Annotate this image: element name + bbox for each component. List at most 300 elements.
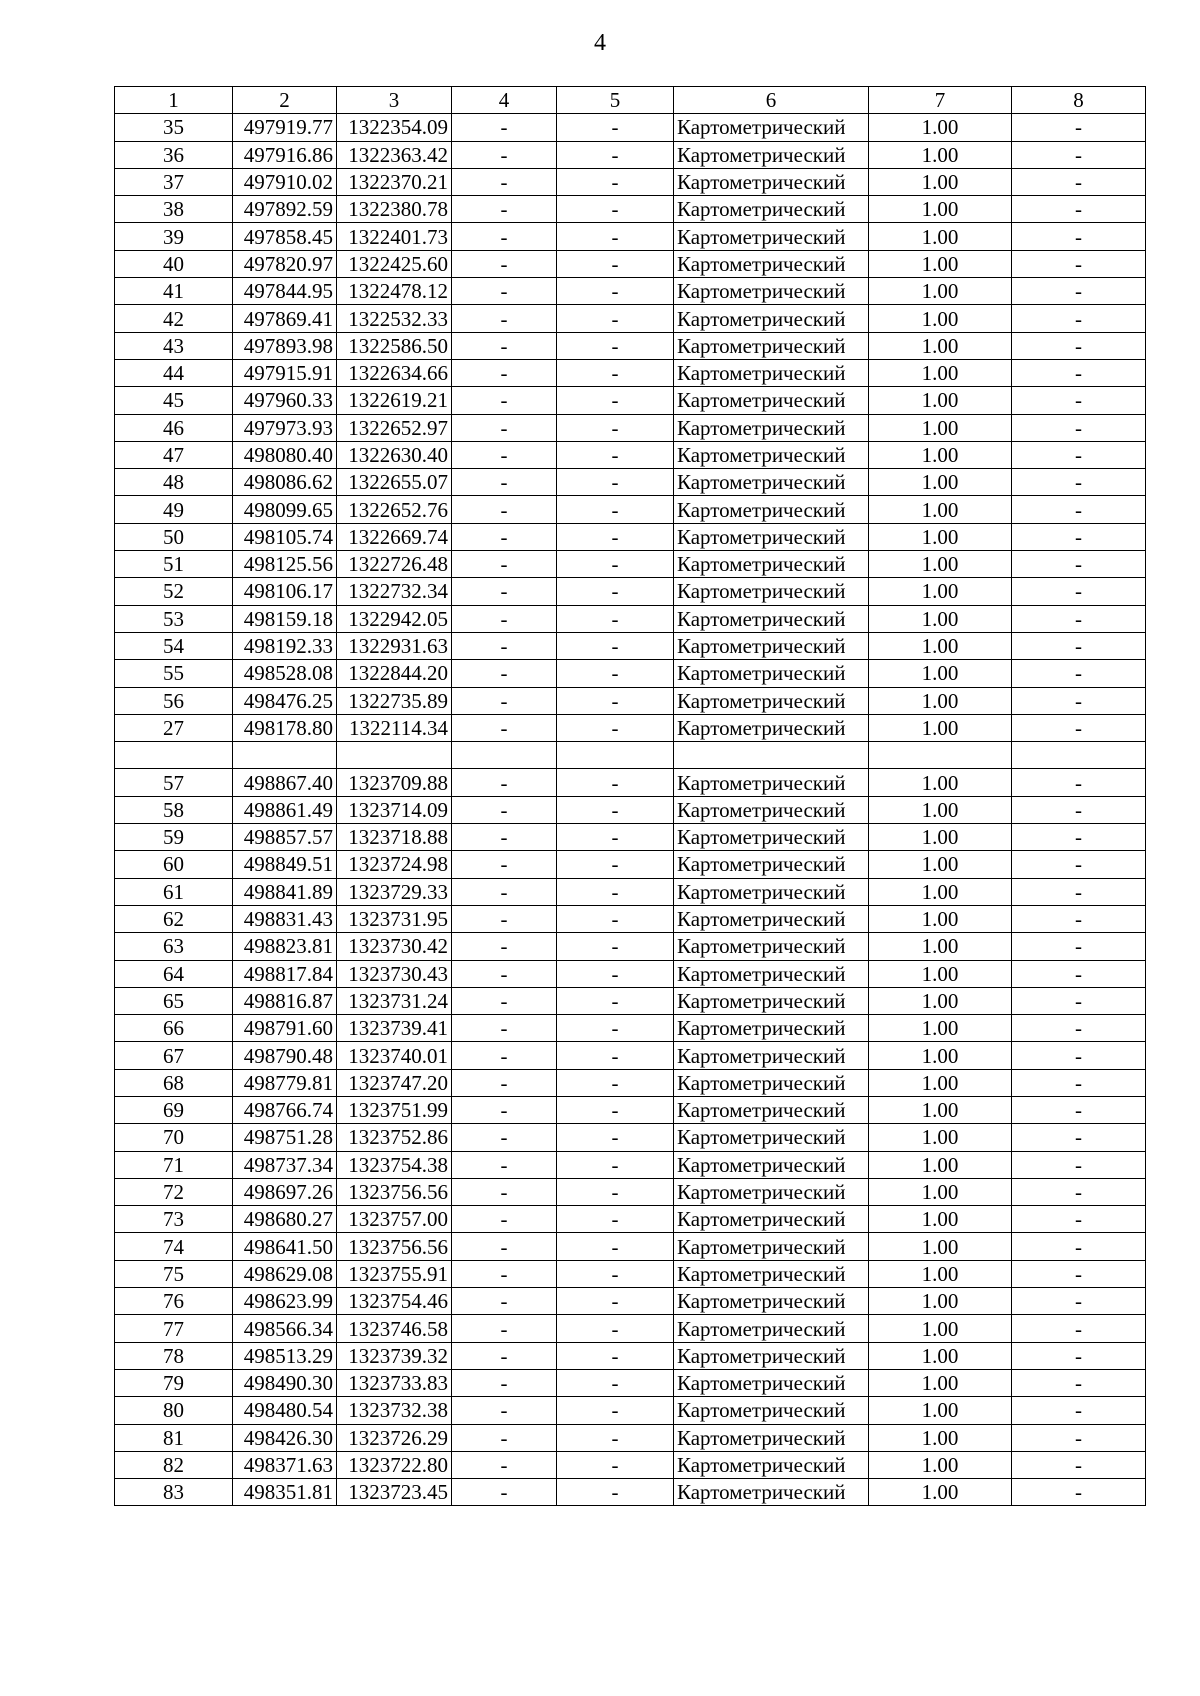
col-8-cell: - bbox=[1012, 196, 1146, 223]
accuracy-cell: 1.00 bbox=[869, 305, 1012, 332]
accuracy-cell: 1.00 bbox=[869, 1479, 1012, 1506]
table-row bbox=[115, 905, 1146, 932]
y-coordinate-cell: 1323747.20 bbox=[337, 1069, 452, 1096]
col-8-cell: - bbox=[1012, 1069, 1146, 1096]
col-8-cell: - bbox=[1012, 960, 1146, 987]
col-8-cell: - bbox=[1012, 687, 1146, 714]
column-header: 2 bbox=[233, 87, 337, 114]
x-coordinate-cell: 498816.87 bbox=[233, 987, 337, 1014]
accuracy-cell: 1.00 bbox=[869, 1042, 1012, 1069]
point-number-cell: 83 bbox=[115, 1479, 233, 1506]
col-8-cell: - bbox=[1012, 1151, 1146, 1178]
accuracy-cell: 1.00 bbox=[869, 714, 1012, 741]
col-8-cell: - bbox=[1012, 1096, 1146, 1123]
col-5-cell: - bbox=[557, 878, 674, 905]
col-4-cell: - bbox=[452, 278, 557, 305]
method-cell: Картометрический bbox=[674, 960, 869, 987]
col-5-cell: - bbox=[557, 933, 674, 960]
point-number-cell: 59 bbox=[115, 824, 233, 851]
accuracy-cell: 1.00 bbox=[869, 1397, 1012, 1424]
accuracy-cell: 1.00 bbox=[869, 605, 1012, 632]
col-8-cell: - bbox=[1012, 441, 1146, 468]
col-4-cell: - bbox=[452, 796, 557, 823]
point-number-cell: 63 bbox=[115, 933, 233, 960]
col-8-cell: - bbox=[1012, 1397, 1146, 1424]
accuracy-cell: 1.00 bbox=[869, 933, 1012, 960]
point-number-cell: 44 bbox=[115, 359, 233, 386]
col-5-cell: - bbox=[557, 1288, 674, 1315]
col-5-cell: - bbox=[557, 687, 674, 714]
x-coordinate-cell: 498629.08 bbox=[233, 1260, 337, 1287]
y-coordinate-cell: 1322735.89 bbox=[337, 687, 452, 714]
method-cell: Картометрический bbox=[674, 1424, 869, 1451]
col-5-cell: - bbox=[557, 1397, 674, 1424]
accuracy-cell: 1.00 bbox=[869, 1369, 1012, 1396]
x-coordinate-cell: 498623.99 bbox=[233, 1288, 337, 1315]
col-5-cell: - bbox=[557, 1069, 674, 1096]
x-coordinate-cell: 498528.08 bbox=[233, 660, 337, 687]
y-coordinate-cell: 1323746.58 bbox=[337, 1315, 452, 1342]
col-5-cell: - bbox=[557, 1233, 674, 1260]
col-8-cell: - bbox=[1012, 223, 1146, 250]
y-coordinate-cell: 1323733.83 bbox=[337, 1369, 452, 1396]
method-cell: Картометрический bbox=[674, 523, 869, 550]
y-coordinate-cell: 1322619.21 bbox=[337, 387, 452, 414]
accuracy-cell: 1.00 bbox=[869, 278, 1012, 305]
point-number-cell: 39 bbox=[115, 223, 233, 250]
x-coordinate-cell: 498476.25 bbox=[233, 687, 337, 714]
col-5-cell: - bbox=[557, 851, 674, 878]
y-coordinate-cell: 1323739.41 bbox=[337, 1015, 452, 1042]
col-4-cell: - bbox=[452, 769, 557, 796]
method-cell: Картометрический bbox=[674, 824, 869, 851]
table-row bbox=[115, 660, 1146, 687]
point-number-cell: 61 bbox=[115, 878, 233, 905]
accuracy-cell: 1.00 bbox=[869, 687, 1012, 714]
table-row bbox=[115, 1260, 1146, 1287]
method-cell: Картометрический bbox=[674, 469, 869, 496]
x-coordinate-cell: 497858.45 bbox=[233, 223, 337, 250]
y-coordinate-cell: 1322478.12 bbox=[337, 278, 452, 305]
method-cell: Картометрический bbox=[674, 933, 869, 960]
col-4-cell: - bbox=[452, 1479, 557, 1506]
method-cell: Картометрический bbox=[674, 551, 869, 578]
column-header: 5 bbox=[557, 87, 674, 114]
y-coordinate-cell bbox=[337, 742, 452, 769]
method-cell: Картометрический bbox=[674, 250, 869, 277]
x-coordinate-cell: 498426.30 bbox=[233, 1424, 337, 1451]
accuracy-cell: 1.00 bbox=[869, 114, 1012, 141]
col-5-cell: - bbox=[557, 1424, 674, 1451]
point-number-cell: 73 bbox=[115, 1206, 233, 1233]
x-coordinate-cell: 498159.18 bbox=[233, 605, 337, 632]
col-5-cell: - bbox=[557, 441, 674, 468]
method-cell: Картометрический bbox=[674, 441, 869, 468]
col-4-cell: - bbox=[452, 960, 557, 987]
y-coordinate-cell: 1323726.29 bbox=[337, 1424, 452, 1451]
col-4-cell: - bbox=[452, 878, 557, 905]
col-5-cell: - bbox=[557, 168, 674, 195]
col-5-cell: - bbox=[557, 605, 674, 632]
col-4-cell: - bbox=[452, 1178, 557, 1205]
table-body bbox=[115, 114, 1146, 1506]
col-8-cell: - bbox=[1012, 496, 1146, 523]
y-coordinate-cell: 1323718.88 bbox=[337, 824, 452, 851]
col-8-cell: - bbox=[1012, 1233, 1146, 1260]
accuracy-cell: 1.00 bbox=[869, 824, 1012, 851]
x-coordinate-cell: 498791.60 bbox=[233, 1015, 337, 1042]
x-coordinate-cell: 497973.93 bbox=[233, 414, 337, 441]
point-number-cell: 36 bbox=[115, 141, 233, 168]
col-8-cell: - bbox=[1012, 551, 1146, 578]
col-5-cell: - bbox=[557, 960, 674, 987]
x-coordinate-cell: 498697.26 bbox=[233, 1178, 337, 1205]
col-8-cell: - bbox=[1012, 1424, 1146, 1451]
table-row bbox=[115, 278, 1146, 305]
point-number-cell: 65 bbox=[115, 987, 233, 1014]
col-8-cell: - bbox=[1012, 387, 1146, 414]
method-cell: Картометрический bbox=[674, 414, 869, 441]
method-cell: Картометрический bbox=[674, 769, 869, 796]
method-cell: Картометрический bbox=[674, 1206, 869, 1233]
point-number-cell: 81 bbox=[115, 1424, 233, 1451]
point-number-cell: 42 bbox=[115, 305, 233, 332]
col-4-cell: - bbox=[452, 905, 557, 932]
point-number-cell: 52 bbox=[115, 578, 233, 605]
y-coordinate-cell: 1322114.34 bbox=[337, 714, 452, 741]
col-4-cell: - bbox=[452, 687, 557, 714]
x-coordinate-cell: 498125.56 bbox=[233, 551, 337, 578]
col-5-cell: - bbox=[557, 796, 674, 823]
accuracy-cell: 1.00 bbox=[869, 332, 1012, 359]
method-cell: Картометрический bbox=[674, 1260, 869, 1287]
x-coordinate-cell: 497960.33 bbox=[233, 387, 337, 414]
table-row bbox=[115, 1069, 1146, 1096]
method-cell: Картометрический bbox=[674, 796, 869, 823]
point-number-cell: 46 bbox=[115, 414, 233, 441]
accuracy-cell: 1.00 bbox=[869, 1151, 1012, 1178]
table-row bbox=[115, 1315, 1146, 1342]
col-8-cell: - bbox=[1012, 1206, 1146, 1233]
method-cell: Картометрический bbox=[674, 1479, 869, 1506]
point-number-cell: 80 bbox=[115, 1397, 233, 1424]
col-4-cell: - bbox=[452, 1451, 557, 1478]
table-row bbox=[115, 551, 1146, 578]
y-coordinate-cell: 1323756.56 bbox=[337, 1233, 452, 1260]
col-8-cell: - bbox=[1012, 796, 1146, 823]
method-cell: Картометрический bbox=[674, 1015, 869, 1042]
col-4-cell: - bbox=[452, 359, 557, 386]
table-row bbox=[115, 605, 1146, 632]
col-5-cell: - bbox=[557, 278, 674, 305]
method-cell: Картометрический bbox=[674, 1151, 869, 1178]
x-coordinate-cell: 498192.33 bbox=[233, 632, 337, 659]
page-number: 4 bbox=[594, 30, 606, 56]
accuracy-cell: 1.00 bbox=[869, 387, 1012, 414]
table-row bbox=[115, 359, 1146, 386]
accuracy-cell: 1.00 bbox=[869, 1315, 1012, 1342]
accuracy-cell: 1.00 bbox=[869, 496, 1012, 523]
point-number-cell: 55 bbox=[115, 660, 233, 687]
y-coordinate-cell: 1322844.20 bbox=[337, 660, 452, 687]
col-4-cell: - bbox=[452, 168, 557, 195]
x-coordinate-cell: 497844.95 bbox=[233, 278, 337, 305]
col-5-cell: - bbox=[557, 387, 674, 414]
col-5-cell: - bbox=[557, 1369, 674, 1396]
y-coordinate-cell: 1323754.46 bbox=[337, 1288, 452, 1315]
y-coordinate-cell: 1322630.40 bbox=[337, 441, 452, 468]
x-coordinate-cell: 498857.57 bbox=[233, 824, 337, 851]
column-header: 8 bbox=[1012, 87, 1146, 114]
x-coordinate-cell: 498105.74 bbox=[233, 523, 337, 550]
accuracy-cell: 1.00 bbox=[869, 1288, 1012, 1315]
point-number-cell: 50 bbox=[115, 523, 233, 550]
accuracy-cell: 1.00 bbox=[869, 469, 1012, 496]
accuracy-cell: 1.00 bbox=[869, 359, 1012, 386]
col-5-cell: - bbox=[557, 578, 674, 605]
table-row bbox=[115, 1124, 1146, 1151]
accuracy-cell: 1.00 bbox=[869, 1206, 1012, 1233]
accuracy-cell: 1.00 bbox=[869, 196, 1012, 223]
table-row bbox=[115, 1015, 1146, 1042]
table-row bbox=[115, 141, 1146, 168]
table-row bbox=[115, 632, 1146, 659]
method-cell: Картометрический bbox=[674, 851, 869, 878]
col-4-cell: - bbox=[452, 1096, 557, 1123]
col-4-cell: - bbox=[452, 496, 557, 523]
table-row bbox=[115, 168, 1146, 195]
accuracy-cell: 1.00 bbox=[869, 1015, 1012, 1042]
table-row bbox=[115, 1479, 1146, 1506]
column-header: 1 bbox=[115, 87, 233, 114]
y-coordinate-cell: 1322732.34 bbox=[337, 578, 452, 605]
point-number-cell: 56 bbox=[115, 687, 233, 714]
col-8-cell: - bbox=[1012, 1369, 1146, 1396]
accuracy-cell: 1.00 bbox=[869, 1069, 1012, 1096]
col-5-cell: - bbox=[557, 359, 674, 386]
col-4-cell: - bbox=[452, 1342, 557, 1369]
table-row bbox=[115, 1042, 1146, 1069]
col-4-cell: - bbox=[452, 714, 557, 741]
col-4-cell: - bbox=[452, 851, 557, 878]
x-coordinate-cell: 498751.28 bbox=[233, 1124, 337, 1151]
col-8-cell: - bbox=[1012, 523, 1146, 550]
col-5-cell: - bbox=[557, 1479, 674, 1506]
col-5-cell: - bbox=[557, 141, 674, 168]
col-8-cell bbox=[1012, 742, 1146, 769]
point-number-cell: 47 bbox=[115, 441, 233, 468]
x-coordinate-cell: 498106.17 bbox=[233, 578, 337, 605]
table-row bbox=[115, 714, 1146, 741]
col-5-cell: - bbox=[557, 1015, 674, 1042]
accuracy-cell bbox=[869, 742, 1012, 769]
col-5-cell: - bbox=[557, 714, 674, 741]
col-4-cell: - bbox=[452, 1124, 557, 1151]
x-coordinate-cell: 498779.81 bbox=[233, 1069, 337, 1096]
method-cell: Картометрический bbox=[674, 332, 869, 359]
method-cell: Картометрический bbox=[674, 387, 869, 414]
col-4-cell: - bbox=[452, 114, 557, 141]
col-8-cell: - bbox=[1012, 1015, 1146, 1042]
method-cell: Картометрический bbox=[674, 141, 869, 168]
col-4-cell: - bbox=[452, 605, 557, 632]
y-coordinate-cell: 1322652.97 bbox=[337, 414, 452, 441]
col-5-cell: - bbox=[557, 1096, 674, 1123]
y-coordinate-cell: 1323714.09 bbox=[337, 796, 452, 823]
col-4-cell: - bbox=[452, 1397, 557, 1424]
point-number-cell: 70 bbox=[115, 1124, 233, 1151]
col-5-cell: - bbox=[557, 1151, 674, 1178]
method-cell: Картометрический bbox=[674, 278, 869, 305]
table-row bbox=[115, 1342, 1146, 1369]
col-8-cell: - bbox=[1012, 714, 1146, 741]
col-4-cell: - bbox=[452, 660, 557, 687]
method-cell: Картометрический bbox=[674, 168, 869, 195]
y-coordinate-cell: 1323724.98 bbox=[337, 851, 452, 878]
point-number-cell: 54 bbox=[115, 632, 233, 659]
table-row bbox=[115, 1288, 1146, 1315]
accuracy-cell: 1.00 bbox=[869, 141, 1012, 168]
y-coordinate-cell: 1323731.24 bbox=[337, 987, 452, 1014]
y-coordinate-cell: 1322425.60 bbox=[337, 250, 452, 277]
col-5-cell: - bbox=[557, 523, 674, 550]
col-4-cell: - bbox=[452, 305, 557, 332]
col-8-cell: - bbox=[1012, 605, 1146, 632]
col-5-cell: - bbox=[557, 1124, 674, 1151]
y-coordinate-cell: 1322726.48 bbox=[337, 551, 452, 578]
method-cell: Картометрический bbox=[674, 987, 869, 1014]
col-8-cell: - bbox=[1012, 414, 1146, 441]
table-row bbox=[115, 933, 1146, 960]
col-5-cell: - bbox=[557, 1342, 674, 1369]
point-number-cell: 74 bbox=[115, 1233, 233, 1260]
y-coordinate-cell: 1323730.43 bbox=[337, 960, 452, 987]
col-4-cell: - bbox=[452, 441, 557, 468]
y-coordinate-cell: 1323756.56 bbox=[337, 1178, 452, 1205]
point-number-cell: 27 bbox=[115, 714, 233, 741]
col-8-cell: - bbox=[1012, 769, 1146, 796]
x-coordinate-cell: 497916.86 bbox=[233, 141, 337, 168]
header-row bbox=[115, 87, 1146, 114]
col-8-cell: - bbox=[1012, 1479, 1146, 1506]
method-cell: Картометрический bbox=[674, 1397, 869, 1424]
col-5-cell: - bbox=[557, 1315, 674, 1342]
method-cell: Картометрический bbox=[674, 1233, 869, 1260]
method-cell: Картометрический bbox=[674, 1451, 869, 1478]
table-row bbox=[115, 687, 1146, 714]
table-row bbox=[115, 305, 1146, 332]
col-4-cell: - bbox=[452, 1015, 557, 1042]
x-coordinate-cell: 498867.40 bbox=[233, 769, 337, 796]
point-number-cell: 43 bbox=[115, 332, 233, 359]
table-row bbox=[115, 1233, 1146, 1260]
col-8-cell: - bbox=[1012, 1342, 1146, 1369]
col-4-cell: - bbox=[452, 1315, 557, 1342]
x-coordinate-cell: 497820.97 bbox=[233, 250, 337, 277]
x-coordinate-cell: 498080.40 bbox=[233, 441, 337, 468]
method-cell: Картометрический bbox=[674, 1342, 869, 1369]
table-row bbox=[115, 387, 1146, 414]
point-number-cell: 67 bbox=[115, 1042, 233, 1069]
x-coordinate-cell: 498680.27 bbox=[233, 1206, 337, 1233]
method-cell: Картометрический bbox=[674, 305, 869, 332]
table-row bbox=[115, 578, 1146, 605]
accuracy-cell: 1.00 bbox=[869, 523, 1012, 550]
col-4-cell: - bbox=[452, 332, 557, 359]
point-number-cell: 66 bbox=[115, 1015, 233, 1042]
table-row bbox=[115, 960, 1146, 987]
y-coordinate-cell: 1323751.99 bbox=[337, 1096, 452, 1123]
col-5-cell: - bbox=[557, 250, 674, 277]
col-4-cell: - bbox=[452, 223, 557, 250]
accuracy-cell: 1.00 bbox=[869, 660, 1012, 687]
method-cell: Картометрический bbox=[674, 714, 869, 741]
accuracy-cell: 1.00 bbox=[869, 441, 1012, 468]
x-coordinate-cell: 498790.48 bbox=[233, 1042, 337, 1069]
col-8-cell: - bbox=[1012, 632, 1146, 659]
y-coordinate-cell: 1322363.42 bbox=[337, 141, 452, 168]
col-5-cell: - bbox=[557, 305, 674, 332]
y-coordinate-cell: 1323729.33 bbox=[337, 878, 452, 905]
y-coordinate-cell: 1322401.73 bbox=[337, 223, 452, 250]
point-number-cell: 68 bbox=[115, 1069, 233, 1096]
table-row bbox=[115, 414, 1146, 441]
accuracy-cell: 1.00 bbox=[869, 1124, 1012, 1151]
y-coordinate-cell: 1323722.80 bbox=[337, 1451, 452, 1478]
x-coordinate-cell: 497915.91 bbox=[233, 359, 337, 386]
x-coordinate-cell: 498641.50 bbox=[233, 1233, 337, 1260]
y-coordinate-cell: 1323757.00 bbox=[337, 1206, 452, 1233]
y-coordinate-cell: 1322652.76 bbox=[337, 496, 452, 523]
method-cell: Картометрический bbox=[674, 632, 869, 659]
accuracy-cell: 1.00 bbox=[869, 414, 1012, 441]
col-5-cell: - bbox=[557, 905, 674, 932]
x-coordinate-cell: 497893.98 bbox=[233, 332, 337, 359]
y-coordinate-cell: 1322586.50 bbox=[337, 332, 452, 359]
col-5-cell: - bbox=[557, 1451, 674, 1478]
col-4-cell: - bbox=[452, 933, 557, 960]
table-row bbox=[115, 1206, 1146, 1233]
accuracy-cell: 1.00 bbox=[869, 878, 1012, 905]
y-coordinate-cell: 1323730.42 bbox=[337, 933, 452, 960]
col-8-cell: - bbox=[1012, 1260, 1146, 1287]
table-row bbox=[115, 1451, 1146, 1478]
col-8-cell: - bbox=[1012, 878, 1146, 905]
x-coordinate-cell: 498566.34 bbox=[233, 1315, 337, 1342]
y-coordinate-cell: 1323731.95 bbox=[337, 905, 452, 932]
x-coordinate-cell: 498351.81 bbox=[233, 1479, 337, 1506]
x-coordinate-cell: 498849.51 bbox=[233, 851, 337, 878]
accuracy-cell: 1.00 bbox=[869, 960, 1012, 987]
x-coordinate-cell: 498737.34 bbox=[233, 1151, 337, 1178]
accuracy-cell: 1.00 bbox=[869, 1451, 1012, 1478]
col-4-cell bbox=[452, 742, 557, 769]
point-number-cell: 62 bbox=[115, 905, 233, 932]
method-cell: Картометрический bbox=[674, 1124, 869, 1151]
col-8-cell: - bbox=[1012, 824, 1146, 851]
accuracy-cell: 1.00 bbox=[869, 632, 1012, 659]
x-coordinate-cell: 497869.41 bbox=[233, 305, 337, 332]
table-row bbox=[115, 223, 1146, 250]
table-row bbox=[115, 469, 1146, 496]
method-cell: Картометрический bbox=[674, 687, 869, 714]
method-cell: Картометрический bbox=[674, 1178, 869, 1205]
accuracy-cell: 1.00 bbox=[869, 1096, 1012, 1123]
method-cell bbox=[674, 742, 869, 769]
method-cell: Картометрический bbox=[674, 196, 869, 223]
table-row bbox=[115, 769, 1146, 796]
table-row bbox=[115, 496, 1146, 523]
